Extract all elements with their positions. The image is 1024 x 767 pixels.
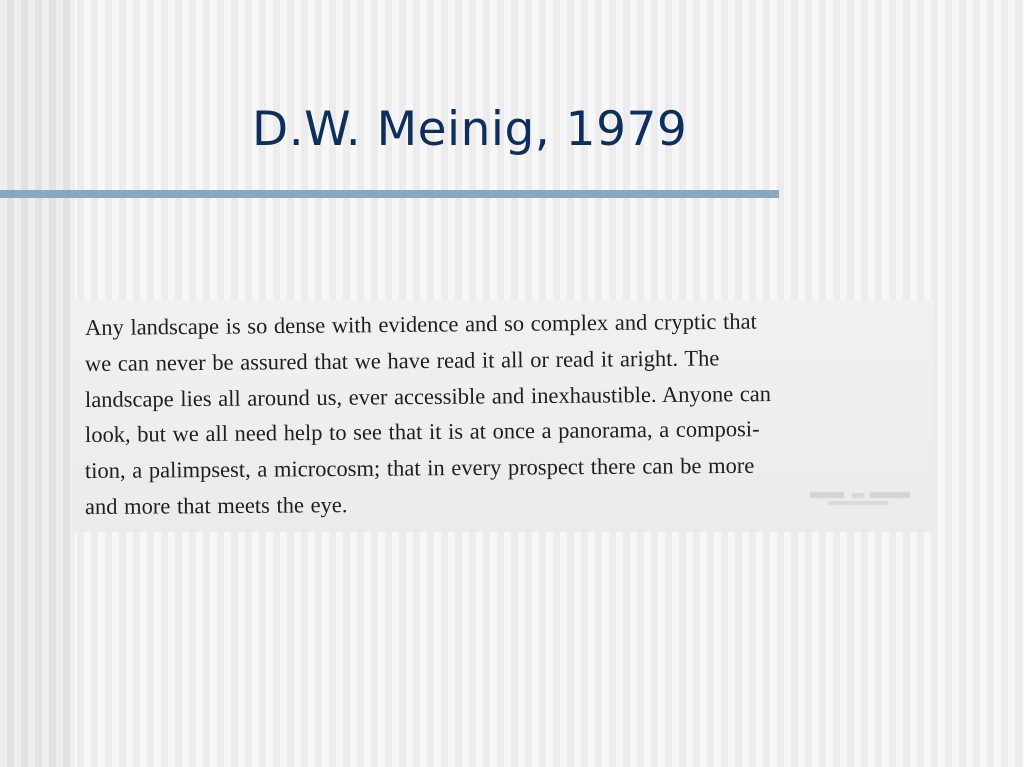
quote-line: landscape lies all around us, ever accessible and inexhaustible. Anyone can <box>84 380 772 412</box>
quote-image-scan <box>73 300 933 532</box>
show-through-smudge <box>808 486 928 506</box>
title-underline-rule <box>0 190 779 198</box>
left-stripe-band <box>0 0 75 767</box>
quote-line: look, but we all need help to see that it is at once a panorama, a composi- <box>84 416 760 448</box>
quote-line: we can never be assured that we have read it all or read it aright. The <box>84 345 720 376</box>
quote-line: tion, a palimpsest, a microcosm; that in every prospect there can be more <box>84 452 755 484</box>
quote-line: Any landscape is so dense with evidence and so complex and cryptic that <box>84 308 757 340</box>
slide-title: D.W. Meinig, 1979 <box>252 102 688 157</box>
quote-line: and more that meets the eye. <box>84 492 348 519</box>
